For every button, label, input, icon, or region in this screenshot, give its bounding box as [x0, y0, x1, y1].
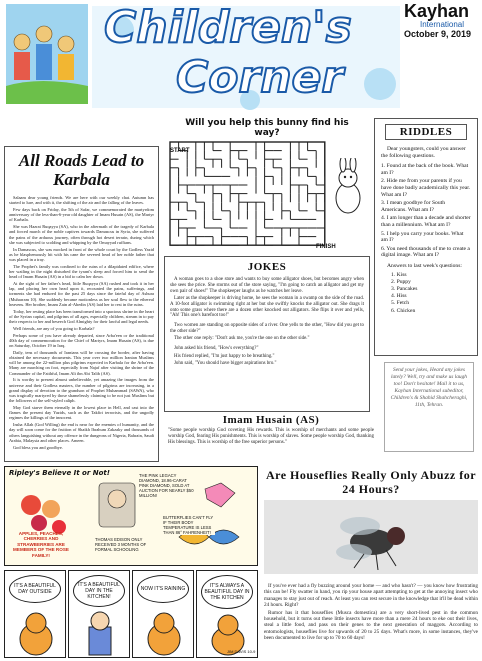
brand-name: Kayhan [404, 1, 470, 21]
answer-item: 4. Hiss [391, 293, 407, 300]
riddle-item: 6. You need thousands of me to create a digital image. What am I? [381, 245, 470, 259]
houseflies-paragraph-2: Rumor has it that houseflies (Musca domestica) are a very short-lived pest in the common household, but it turns out these little insects have more than a mere 24 hours to eke out their lives, steal a little food, and pass on their genes to the next generation of maggots. According to entomologists, houseflies live for upwards of 20 to 25 days. What's more, in some instances, they've been documented to live for up to 70 to 60 days! [264, 609, 478, 641]
speech-bubble-4: IT'S ALWAYS A BEAUTIFUL DAY IN THE KITCHEN [201, 575, 253, 609]
joke-3b: His friend replied, "I'm just happy to be breathing." [174, 353, 275, 359]
imam-title: Imam Husain (AS) [222, 414, 320, 426]
riddles-list [375, 163, 477, 259]
garfield-figure-2 [141, 609, 187, 657]
karbala-paragraph: In Damascus, she was mocked in front of the whole court by the Godless Yazid as he blasphemously hit with his cane the severed head of her noble father that was placed in a tray. [9, 246, 154, 263]
masthead-title-line2: Corner [176, 52, 344, 103]
karbala-paragraph: The Prophet's family was confined to the ruins of a dilapidated edifice, where her wailing in the night disturbed the tyrant's sleep and forced him to send the head of Imam Husain (AS) in a bid to calm her down. [9, 263, 154, 280]
imam-quote-box [164, 414, 378, 456]
maze-start-label: START [170, 148, 190, 154]
speech-bubble-3: NOW IT'S RAINING [137, 575, 189, 603]
riddle-item: 4. I am longer than a decade and shorter than a millennium. What am I? [381, 215, 471, 228]
maze-puzzle [164, 118, 370, 254]
ripleys-caption-butterfly: BUTTERFLIES CAN'T FLY IF THEIR BODY TEMPERATURE IS LESS THAN 86° FAHRENHEIT! [163, 515, 214, 535]
jokes-title: JOKES [247, 261, 287, 273]
maze-title: Will you help this bunny find his way? [185, 118, 349, 138]
karbala-paragraph: She was Hazrat Ruqayya (SA), who in the aftermath of the tragedy of Karbala and forced march of the noble captives towards Damascus in Syria, she suffered the pains of the arduous journey, often through hot desert terrain, during which she was subjected to scolding and whipping by the Omayyad ruffians. [9, 224, 154, 245]
imam-quote: "Some people worship God coveting His rewards. This is worship of merchants and some people worship God, fearing His punishments. This is worship of slaves. Some people worship God, thanking His blessings. This is worship of the free superior persons." [168, 428, 374, 445]
houseflies-headline: Are Houseflies Really Only Abuzz for 24 Hours? [265, 468, 477, 496]
karbala-paragraph: Perhaps some of you have already departed, since Arba'een or the traditional 40th day of commemoration for the Chief of Martyrs, Imam Husain (AS), is due on Saturday, October 19 in Iraq. [9, 332, 154, 349]
speech-bubble-2: IT'S A BEAUTIFUL DAY IN THE KITCHEN! [73, 575, 125, 607]
riddle-item: 3. I mean goodbye for South Americans. What am I? [381, 200, 446, 213]
answer-item: 6. Chicken [391, 307, 416, 314]
garfield-figure-1 [13, 609, 59, 657]
comic-panel-2 [68, 570, 130, 658]
karbala-paragraph: It is worthy to present almost unbelievable, yet amazing the images from the universe and their Godless masters, the number of pilgrims are increasing, in a grand display of devotion to the grandson of Prophet Muhammad (SAWA), who was tragically martyred by those shamelessly claiming to be not just Muslims but the followers of the self-styled caliph. [9, 377, 154, 404]
comics-area [4, 466, 258, 660]
riddle-item: 5. I help you carry your books. What am I? [381, 230, 464, 244]
brand-subtitle: International [419, 20, 465, 29]
brand-block [404, 2, 480, 40]
karbala-paragraph: May God starve them eternally in the lowest place in Hell, and cast into the flames the present day Yazids, such as the Takfiri terrorists, and the ungodly regimes the killings of the innocent. [9, 405, 154, 421]
karbala-paragraph: At the sight of her father's head, little Ruqayya (SA) rushed and took it in her lap, and placing her own head upon it, recounted the pains, sufferings, and torments she had endured for the past 25 days since the fateful day of Ashura (Muharram 10). She suddenly became motionless as her soul flew to the ethereal heavens. Her brother, Imam Zain al-Abedin (AS) laid her to rest in the ruins. [9, 281, 154, 307]
karbala-paragraph: Salaam dear young friends. We are here with our weekly chat. Autumn has started to lure, and with it, the shifting of the air and the falling of the leaves. [9, 195, 154, 206]
housefly-photo [264, 500, 478, 574]
ripleys-caption-edison: THOMAS EDISON ONLY RECEIVED 3 MONTHS OF FORMAL SCHOOLING [95, 537, 147, 552]
jokes-box [164, 256, 370, 412]
karbala-paragraph: Well friends, are any of you going to Karbala? [13, 325, 95, 331]
answers-list [375, 272, 477, 315]
masthead-title-line1: Children's [104, 2, 352, 53]
karbala-paragraph: God bless you and goodbye. [13, 444, 63, 450]
jon-figure [77, 611, 123, 657]
joke-2: Two women are standing on opposite sides of a river. One yells to the other, "How did you get to the other side?" [170, 323, 364, 334]
houseflies-article [264, 466, 478, 660]
joke-3: John asked his friend, "How's everything?" [174, 346, 259, 352]
joke-2b: The other one reply: "Don't ask me, you're the one on the other side." [174, 336, 310, 342]
masthead [0, 0, 482, 112]
answers-title: Answers to last week's questions: [387, 262, 462, 269]
riddle-item: 1. Found at the back of the book. What am I? [381, 163, 469, 176]
riddles-title: RIDDLES [385, 124, 467, 140]
ripleys-panel [4, 466, 258, 566]
riddles-intro: Dear youngsters, could you answer the following questions. [381, 146, 466, 159]
joke-1: A woman goes to a shoe store and wants to buy some alligator shoes, but becomes angry when she sees the price. She storms out of the store saying, "I'm going to catch an alligator and get my own pair of shoes!" The shopkeeper laughs as he watches her leave. [170, 277, 364, 294]
riddle-item: 2. Hide me from your parents if you have done badly academically this year. What am I? [381, 178, 471, 198]
houseflies-paragraph-1: If you've ever had a fly buzzing around your home — and who hasn't? — you know how frustrating this can be! Fly swatter in hand, you rip your house apart attempting to get at the annoying insect who manages to stay just out of reach. At least you can rest secure in the knowledge that it'll be dead within 24 hours. Right? [264, 583, 478, 608]
karbala-paragraph: Few days back on Friday, the 5th of Safar, we commemorated the martyrdom anniversary of the less-than-6-year old daughter of Imam Husain (AS), the Martyr of Karbala. [9, 207, 154, 223]
issue-date: October 9, 2019 [404, 29, 472, 39]
comic-signature: JIM DAVIS 10-9 [227, 649, 256, 654]
riddles-box [374, 118, 478, 356]
ripleys-caption-diamond: THE PINK LEGACY DIAMOND, 18.96-CARAT PINK DIAMOND, SOLD AT AUCTION FOR NEARLY $50 MILLION! [139, 473, 194, 498]
send-jokes-note: Send your jokes, Heard any jokes lately? Well, try and make us laugh too! Don't hesitate! Mail it to us, Kayhan International subeditor, Children's & Shahid Shahcheraghi, 11th, Tehran. [384, 362, 474, 452]
ripleys-title: Ripley's Believe It or Not! [9, 469, 110, 477]
answer-item: 2. Puppy [391, 278, 411, 285]
bunny-illustration [330, 158, 366, 218]
answer-item: 1. Kiss [391, 271, 407, 278]
karbala-paragraph: Insha Allah (God Willing) the end is near for the enemies of humanity, and the day will soon come for the fruition of Shaikh Ibrahum Zakzaky and thousands of others languishing without any offence in the dungeons of Nigeria, Bahrain, Saudi Arabia, Malaysia and other places. Ameen. [9, 422, 154, 443]
ripleys-caption-fruit: APPLES, PEACHES, CHERRIES AND STRAWBERRIES ARE MEMBERS OF THE ROSE FAMILY! [13, 531, 69, 558]
joke-3c: John said, "You should have bigger aspirations bro." [174, 360, 277, 366]
karbala-paragraph: Daily, tens of thousands of Iranians will be crossing the border, after having obtained the necessary documents. This year over two million Iranian Muslims will be among the 22-million plus pilgrims expected in Karbala for the Arba'een. Many are marching on foot, especially from Najaf after visiting the shrine of the Commander of the Faithful, Imam Ali ibn Abi Talib (AS). [9, 349, 154, 376]
karbala-body [5, 195, 158, 450]
maze-finish-label: FINISH [316, 244, 336, 250]
karbala-article [4, 146, 159, 462]
answer-item: 3. Pancakes [391, 285, 418, 292]
joke-1b: Later as the shopkeeper is driving home, he sees the woman in a swamp on the side of the road. A 10-foot alligator is swimming right at her but she swiftly knocks the alligator out. She drags it onto some grass where there are a dozen other knocked out alligators. She flips it over and yells, "Ah! This one's barefoot too!" [170, 295, 364, 319]
karbala-paragraph: Today, her resting place has been transformed into a spacious shrine in the heart of the Syrian capital, and pilgrims of all ages, especially children, stream in to pay their respects to her and beseech God Almighty for their lawful and legal needs. [9, 308, 154, 325]
jokes-body [165, 277, 369, 367]
comic-panel-3 [132, 570, 194, 658]
comic-panel-4 [196, 570, 258, 658]
answer-item: 5. Fetch [391, 300, 410, 307]
speech-bubble-1: IT'S A BEAUTIFUL DAY OUTSIDE [9, 575, 61, 603]
karbala-headline: All Roads Lead to Karbala [18, 151, 145, 189]
comic-panel-1 [4, 570, 66, 658]
houseflies-body [264, 583, 478, 641]
